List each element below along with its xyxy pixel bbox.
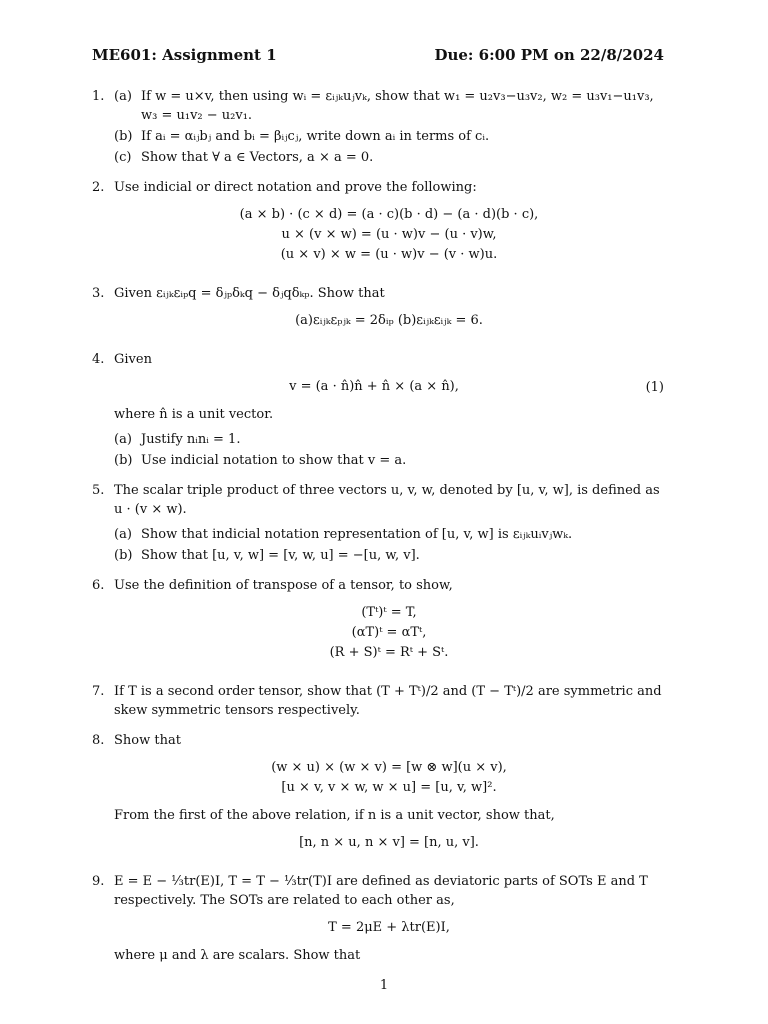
problem-4b: (b) Use indicial notation to show that v = a. — [114, 453, 407, 468]
problem-5b: (b) Show that [u, v, w] = [v, w, u] = −[u, w, v]. — [114, 548, 420, 563]
due-date: Due: 6:00 PM on 22/8/2024 — [434, 46, 664, 64]
equation-block — [114, 833, 664, 853]
problem-text: E = E − ⅓tr(E)I, T = T − ⅓tr(T)I are defined as deviatoric parts of SOTs E and T respectively. The SOTs are related to each other as, — [114, 874, 648, 908]
problem-1c: (c) Show that ∀ a ∈ Vectors, a × a = 0. — [114, 150, 374, 165]
equation-block — [114, 918, 664, 938]
equation-block — [114, 603, 664, 663]
page-header — [92, 46, 664, 65]
problem-text: If aᵢ = αᵢⱼbⱼ and bᵢ = βᵢⱼcⱼ, write down aᵢ in terms of cᵢ. — [141, 129, 490, 144]
problem-1b: (b) If aᵢ = αᵢⱼbⱼ and bᵢ = βᵢⱼcⱼ, write down aᵢ in terms of cᵢ. — [114, 129, 490, 144]
problem-text: Given — [114, 352, 152, 367]
equation: [u × v, v × w, w × u] = [u, v, w]². — [281, 780, 497, 795]
equation: u × (v × w) = (u · w)v − (u · v)w, — [281, 227, 497, 242]
problem-text: If T is a second order tensor, show that (T + Tᵗ)/2 and (T − Tᵗ)/2 are symmetric and skew symmetric tensors respectively. — [114, 684, 662, 718]
problem-8: 8. Show that (w × u) × (w × v) = [w ⊗ w](u × v), [u × v, v × w, w × u] = [u, v, w]². From the first of the above relation, if n is a unit vector, show that, [n, n × u, n × v] = [n, u, v]. — [92, 731, 664, 861]
assignment-title: ME601: Assignment 1 — [92, 46, 277, 64]
problem-2: 2. Use indicial or direct notation and prove the following: (a × b) · (c × d) = (a · c)(b · d) − (a · d)(b · c), u × (v × w) = (u · w)v − (u · v)w, (u × v) × w = (u · w)v − (v · w)u. — [92, 178, 664, 273]
problem-text: From the first of the above relation, if n is a unit vector, show that, — [114, 808, 555, 823]
problem-text: If w = u×v, then using wᵢ = εᵢⱼₖuⱼvₖ, show that w₁ = u₂v₃−u₃v₂, w₂ = u₃v₁−u₁v₃, w₃ = u₁v₂ − u₂v₁. — [141, 89, 654, 123]
page-number: 1 — [379, 978, 389, 993]
equation: [n, n × u, n × v] = [n, u, v]. — [299, 835, 479, 850]
problem-9: 9. E = E − ⅓tr(E)I, T = T − ⅓tr(T)I are defined as deviatoric parts of SOTs E and T respectively. The SOTs are related to each other as, T = 2μE + λtr(E)I, where μ and λ are scalars. Show that — [92, 872, 664, 965]
equation-row — [114, 377, 664, 397]
equation: (w × u) × (w × v) = [w ⊗ w](u × v), — [271, 760, 507, 775]
problem-text: Use indicial or direct notation and prove the following: — [114, 180, 477, 195]
problem-5a: (a) Show that indicial notation representation of [u, v, w] is εᵢⱼₖuᵢvⱼwₖ. — [114, 527, 573, 542]
equation: (αT)ᵗ = αTᵗ, — [351, 625, 427, 640]
problem-7: 7. If T is a second order tensor, show that (T + Tᵗ)/2 and (T − Tᵗ)/2 are symmetric and skew symmetric tensors respectively. — [92, 682, 664, 720]
equation-block — [114, 311, 664, 331]
problem-1 — [92, 87, 664, 167]
problem-5: 5. The scalar triple product of three vectors u, v, w, denoted by [u, v, w], is defined as u · (v × w). (a) Show that indicial notation representation of [u, v, w] is εᵢⱼₖuᵢvⱼwₖ. (b) Show that [u, v, w] = [v, w, u] = −[u, w, v]. — [92, 481, 664, 565]
equation-number: (1) — [645, 379, 664, 395]
equation: v = (a · n̂)n̂ + n̂ × (a × n̂), — [289, 379, 459, 394]
problem-3: 3. Given εᵢⱼₖεᵢₚq = δⱼₚδₖq − δⱼqδₖₚ. Show that (a)εᵢⱼₖεₚⱼₖ = 2δᵢₚ (b)εᵢⱼₖεᵢⱼₖ = 6. — [92, 284, 664, 339]
problem-text: where n̂ is a unit vector. — [114, 407, 274, 422]
equation: (Tᵗ)ᵗ = T, — [361, 605, 417, 620]
problem-number: 1. — [92, 89, 105, 104]
problem-4a: (a) Justify nᵢnᵢ = 1. — [114, 432, 241, 447]
problem-text: where μ and λ are scalars. Show that — [114, 948, 361, 963]
problem-text: The scalar triple product of three vectors u, v, w, denoted by [u, v, w], is defined as u · (v × w). — [114, 483, 660, 517]
problem-text: Show that ∀ a ∈ Vectors, a × a = 0. — [141, 150, 374, 165]
problem-text: Use the definition of transpose of a tensor, to show, — [114, 578, 453, 593]
equation-block — [114, 205, 664, 265]
equation: (R + S)ᵗ = Rᵗ + Sᵗ. — [329, 645, 449, 660]
equation: (u × v) × w = (u · w)v − (v · w)u. — [280, 247, 498, 262]
equation-block — [114, 758, 664, 798]
problem-text: Show that — [114, 733, 181, 748]
equation: (a)εᵢⱼₖεₚⱼₖ = 2δᵢₚ (b)εᵢⱼₖεᵢⱼₖ = 6. — [295, 313, 483, 328]
equation: (a × b) · (c × d) = (a · c)(b · d) − (a · d)(b · c), — [239, 207, 539, 222]
problem-4: 4. Given v = (a · n̂)n̂ + n̂ × (a × n̂), (1) where n̂ is a unit vector. (a) Justify nᵢnᵢ = 1. (b) Use indicial notation to show that v = a. — [92, 352, 664, 468]
problem-text: Given εᵢⱼₖεᵢₚq = δⱼₚδₖq − δⱼqδₖₚ. Show that — [114, 286, 385, 301]
equation: T = 2μE + λtr(E)I, — [328, 920, 450, 935]
problem-6: 6. Use the definition of transpose of a tensor, to show, (Tᵗ)ᵗ = T, (αT)ᵗ = αTᵗ, (R + S)ᵗ = Rᵗ + Sᵗ. — [92, 576, 664, 671]
problem-1a: (a) If w = u×v, then using wᵢ = εᵢⱼₖuⱼvₖ, show that w₁ = u₂v₃−u₃v₂, w₂ = u₃v₁−u₁v₃, w₃ = u₁v₂ − u₂v₁. — [114, 87, 664, 125]
